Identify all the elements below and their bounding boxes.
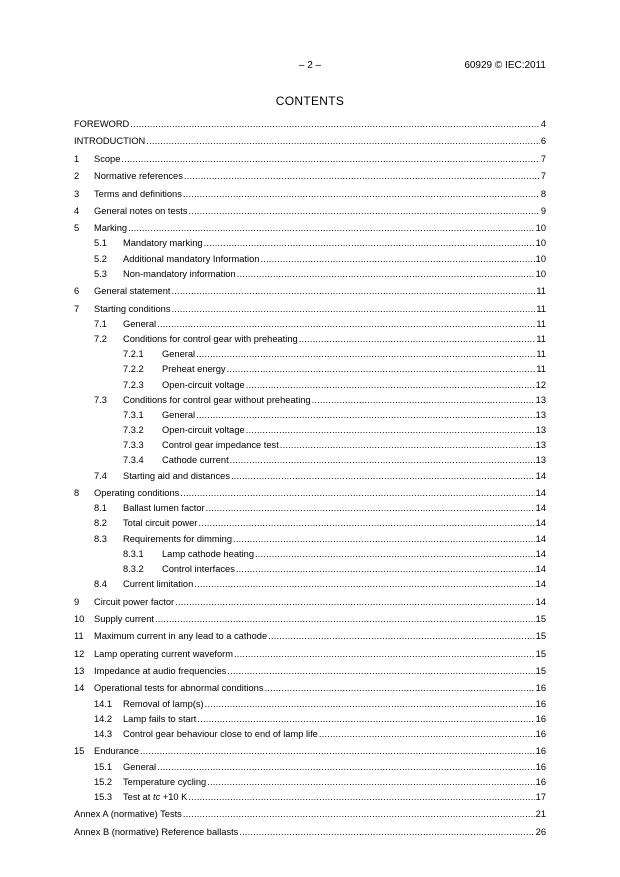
dot-leader xyxy=(233,532,535,547)
toc-entry-title: General notes on tests xyxy=(94,205,188,216)
toc-entry-number: 15 xyxy=(74,746,85,757)
toc-entry[interactable] xyxy=(74,664,546,679)
dot-leader xyxy=(197,712,534,727)
toc-entry-page: 16 xyxy=(535,728,546,739)
toc-entry[interactable] xyxy=(74,647,546,662)
toc-entry-title: Maximum current in any lead to a cathode xyxy=(94,631,268,642)
toc-entry-number: 15.1 xyxy=(94,761,113,772)
toc-entry-page: 14 xyxy=(535,488,546,498)
toc-entry-page: 14 xyxy=(535,596,546,607)
toc-entry-page: 14 xyxy=(535,548,546,559)
toc-entry-page: 13 xyxy=(535,455,546,466)
toc-entry[interactable] xyxy=(74,117,546,132)
dot-leader xyxy=(319,727,535,742)
document-reference: 60929 © IEC:2011 xyxy=(464,60,546,71)
toc-entry-number: 5.3 xyxy=(94,268,107,279)
toc-entry[interactable] xyxy=(74,532,546,547)
toc-entry[interactable] xyxy=(74,453,546,468)
dot-leader xyxy=(207,775,534,790)
toc-entry-page: 10 xyxy=(535,238,546,249)
dot-leader xyxy=(146,134,540,149)
dot-leader xyxy=(140,744,535,759)
toc-entry-title: Lamp operating current waveform xyxy=(94,648,234,659)
toc-entry-number: 14 xyxy=(74,683,85,694)
toc-entry-number: 7.3.3 xyxy=(123,440,144,451)
toc-entry-page: 16 xyxy=(535,761,546,772)
toc-entry[interactable] xyxy=(74,317,546,332)
dot-leader xyxy=(230,453,535,468)
dot-leader xyxy=(246,423,535,438)
toc-entry[interactable] xyxy=(74,362,546,377)
toc-entry-page: 14 xyxy=(535,533,546,544)
toc-entry-title: Control interfaces xyxy=(162,563,235,574)
toc-entry-page: 13 xyxy=(535,425,546,436)
toc-entry-page: 14 xyxy=(535,579,546,590)
dot-leader xyxy=(234,647,535,662)
toc-entry[interactable] xyxy=(74,681,546,696)
dot-leader xyxy=(260,252,534,267)
toc-entry-title: Operational tests for abnormal conditions xyxy=(94,683,264,694)
toc-entry-title: INTRODUCTION xyxy=(74,136,146,147)
dot-leader xyxy=(280,438,535,453)
toc-entry-number: 8.4 xyxy=(94,579,107,590)
dot-leader xyxy=(312,393,535,408)
toc-entry[interactable] xyxy=(74,825,546,840)
toc-entry-number: 1 xyxy=(74,153,80,164)
toc-entry-number: 7.3.4 xyxy=(123,455,144,466)
toc-entry-title: Removal of lamp(s) xyxy=(123,698,204,709)
toc-entry[interactable] xyxy=(74,169,546,184)
toc-entry-page: 7 xyxy=(540,153,546,164)
toc-entry-number: 10 xyxy=(74,613,85,624)
dot-leader xyxy=(194,577,534,592)
toc-entry-page: 15 xyxy=(535,666,546,676)
toc-entry-number: 14.1 xyxy=(94,698,113,709)
dot-leader xyxy=(198,516,534,531)
toc-entry-number: 11 xyxy=(74,631,84,642)
toc-entry[interactable] xyxy=(74,302,546,317)
toc-entry-title: Open-circuit voltage xyxy=(162,425,245,436)
toc-entry-number: 8.1 xyxy=(94,503,107,514)
table-of-contents xyxy=(74,117,546,840)
toc-entry-page: 10 xyxy=(535,223,546,234)
toc-entry[interactable] xyxy=(74,744,546,759)
toc-entry[interactable] xyxy=(74,629,546,644)
dot-leader xyxy=(189,204,540,219)
toc-entry-title: Conditions for control gear with preheating xyxy=(123,333,298,344)
dot-leader xyxy=(204,236,535,251)
toc-entry-title: Endurance xyxy=(94,746,139,757)
dot-leader xyxy=(268,629,535,644)
toc-entry-number: 8.3.1 xyxy=(123,548,144,559)
toc-entry[interactable] xyxy=(74,332,546,347)
toc-entry-number: 7.3 xyxy=(94,394,107,405)
toc-entry[interactable] xyxy=(74,775,546,790)
toc-entry[interactable] xyxy=(74,134,546,149)
dot-leader xyxy=(121,152,539,167)
toc-entry[interactable] xyxy=(74,252,546,267)
toc-entry-page: 15 xyxy=(535,613,546,624)
toc-entry-title: General statement xyxy=(94,286,171,297)
toc-entry-page: 13 xyxy=(535,409,546,420)
toc-entry[interactable] xyxy=(74,712,546,727)
dot-leader xyxy=(227,362,536,377)
toc-entry-number: 3 xyxy=(74,188,80,199)
toc-entry-page: 11 xyxy=(536,303,546,314)
toc-entry-title: Control gear impedance test xyxy=(162,440,279,451)
toc-entry[interactable] xyxy=(74,408,546,423)
toc-title-suffix: +10 K xyxy=(160,791,188,802)
dot-leader xyxy=(183,807,535,822)
toc-entry-title: Normative references xyxy=(94,171,183,182)
toc-entry-title: Control gear behaviour close to end of lamp life xyxy=(123,728,318,739)
toc-entry-page: 10 xyxy=(535,253,546,264)
toc-entry[interactable] xyxy=(74,378,546,393)
dot-leader xyxy=(171,284,535,299)
toc-entry-title: Annex A (normative) Tests xyxy=(74,809,182,820)
toc-entry-page: 11 xyxy=(536,364,546,375)
toc-entry[interactable] xyxy=(74,577,546,592)
toc-entry[interactable] xyxy=(74,187,546,202)
dot-leader xyxy=(157,760,535,775)
toc-entry-page: 13 xyxy=(535,394,546,405)
toc-entry-page: 16 xyxy=(535,713,546,724)
toc-entry-number: 8 xyxy=(74,488,80,498)
toc-entry-title: Total circuit power xyxy=(123,518,198,529)
toc-entry-number: 15.3 xyxy=(94,791,113,802)
toc-entry-title: Additional mandatory Information xyxy=(123,253,260,264)
toc-entry-number: 4 xyxy=(74,205,80,216)
toc-entry-title: Annex B (normative) Reference ballasts xyxy=(74,826,239,837)
toc-entry-page: 8 xyxy=(540,188,546,199)
contents-title: CONTENTS xyxy=(275,94,345,108)
dot-leader xyxy=(184,169,540,184)
toc-entry[interactable] xyxy=(74,221,546,236)
dot-leader xyxy=(180,486,534,501)
toc-entry[interactable] xyxy=(74,469,546,484)
toc-entry-page: 16 xyxy=(535,683,546,694)
dot-leader xyxy=(265,681,535,696)
dot-leader xyxy=(255,547,535,562)
toc-entry-number: 7.2 xyxy=(94,333,107,344)
toc-entry[interactable] xyxy=(74,760,546,775)
toc-entry-number: 7.2.1 xyxy=(123,349,144,360)
toc-entry[interactable] xyxy=(74,727,546,742)
dot-leader xyxy=(206,501,535,516)
toc-entry-page: 4 xyxy=(540,119,546,129)
dot-leader xyxy=(299,332,536,347)
toc-entry-title: Supply current xyxy=(94,613,154,624)
toc-entry-number: 7.3.2 xyxy=(123,425,144,436)
dot-leader xyxy=(239,825,534,840)
dot-leader xyxy=(188,790,534,805)
toc-entry-title: Marking xyxy=(94,223,128,234)
dot-leader xyxy=(175,595,535,610)
dot-leader xyxy=(231,469,535,484)
dot-leader xyxy=(128,221,535,236)
toc-entry-number: 7.3.1 xyxy=(123,409,144,420)
toc-entry-page: 12 xyxy=(535,379,546,390)
toc-entry-number: 6 xyxy=(74,286,80,297)
toc-entry-title: Lamp cathode heating xyxy=(162,548,255,559)
toc-entry-title: Impedance at audio frequencies xyxy=(94,666,227,676)
toc-entry-page: 14 xyxy=(535,470,546,481)
toc-entry-title: Open-circuit voltage xyxy=(162,379,245,390)
toc-entry-number: 7 xyxy=(74,303,80,314)
dot-leader xyxy=(237,267,535,282)
toc-entry-number: 13 xyxy=(74,666,85,676)
toc-entry[interactable] xyxy=(74,204,546,219)
toc-entry-page: 6 xyxy=(540,136,546,147)
dot-leader xyxy=(130,117,540,132)
toc-entry-title: Ballast lumen factor xyxy=(123,503,205,514)
toc-entry[interactable] xyxy=(74,438,546,453)
toc-entry-title: Non-mandatory information xyxy=(123,268,236,279)
toc-entry-page: 13 xyxy=(535,440,546,451)
toc-entry-title: Terms and definitions xyxy=(94,188,182,199)
toc-entry-title: Current limitation xyxy=(123,579,194,590)
toc-entry-page: 16 xyxy=(535,776,546,787)
toc-entry-title: Preheat energy xyxy=(162,364,226,375)
dot-leader xyxy=(183,187,540,202)
toc-entry-title: Starting conditions xyxy=(94,303,171,314)
toc-entry-title: Requirements for dimming xyxy=(123,533,233,544)
dot-leader xyxy=(246,378,535,393)
toc-entry[interactable] xyxy=(74,790,546,805)
dot-leader xyxy=(236,562,535,577)
toc-entry-title: General xyxy=(123,761,157,772)
toc-entry-page: 14 xyxy=(535,563,546,574)
toc-entry-number: 12 xyxy=(74,648,85,659)
toc-entry[interactable] xyxy=(74,267,546,282)
toc-entry-page: 10 xyxy=(535,268,546,279)
toc-entry-number: 14.3 xyxy=(94,728,113,739)
dot-leader xyxy=(227,664,534,679)
toc-entry[interactable] xyxy=(74,562,546,577)
toc-entry-page: 11 xyxy=(536,318,546,329)
toc-entry-page: 7 xyxy=(540,171,546,182)
toc-entry-number: 5.1 xyxy=(94,238,107,249)
toc-entry-page: 16 xyxy=(535,746,546,757)
toc-entry-number: 9 xyxy=(74,596,80,607)
toc-entry-number: 8.3 xyxy=(94,533,107,544)
toc-entry[interactable] xyxy=(74,595,546,610)
toc-entry-number: 15.2 xyxy=(94,776,113,787)
dot-leader xyxy=(196,347,535,362)
toc-entry-number: 5.2 xyxy=(94,253,107,264)
dot-leader xyxy=(172,302,536,317)
toc-entry-title: Cathode current xyxy=(162,455,229,466)
toc-entry-page: 21 xyxy=(535,809,546,820)
toc-entry[interactable] xyxy=(74,393,546,408)
toc-entry-title: General xyxy=(162,409,196,420)
toc-entry[interactable] xyxy=(74,807,546,822)
toc-entry-title: Starting aid and distances xyxy=(123,470,230,481)
toc-entry[interactable] xyxy=(74,697,546,712)
toc-entry-number: 7.1 xyxy=(94,318,107,329)
toc-entry[interactable] xyxy=(74,284,546,299)
toc-entry-page: 15 xyxy=(535,648,546,659)
toc-entry-page: 9 xyxy=(540,205,546,216)
toc-entry-page: 17 xyxy=(535,791,546,802)
toc-entry-title: Circuit power factor xyxy=(94,596,175,607)
dot-leader xyxy=(155,612,535,627)
toc-entry-page: 11 xyxy=(536,333,546,344)
toc-entry-page: 11 xyxy=(536,349,546,360)
toc-entry-number: 7.2.2 xyxy=(123,364,144,375)
dot-leader xyxy=(196,408,535,423)
dot-leader xyxy=(157,317,535,332)
toc-entry-number: 7.2.3 xyxy=(123,379,144,390)
toc-entry-title: Scope xyxy=(94,153,121,164)
toc-entry[interactable] xyxy=(74,423,546,438)
toc-entry-page: 26 xyxy=(535,826,546,837)
toc-entry[interactable] xyxy=(74,612,546,627)
toc-entry-title xyxy=(123,790,188,805)
toc-entry[interactable] xyxy=(74,516,546,531)
toc-title-italic: tc xyxy=(152,791,161,802)
toc-entry-page: 14 xyxy=(535,503,546,514)
toc-entry-title: Conditions for control gear without preheating xyxy=(123,394,311,405)
page-number: – 2 – xyxy=(298,60,322,71)
toc-entry-number: 2 xyxy=(74,171,80,182)
toc-entry-number: 8.3.2 xyxy=(123,563,144,574)
toc-entry[interactable] xyxy=(74,486,546,501)
toc-entry-title: Temperature cycling xyxy=(123,776,207,787)
toc-entry-title: General xyxy=(123,318,157,329)
toc-entry-page: 11 xyxy=(536,286,546,297)
toc-entry-title: Mandatory marking xyxy=(123,238,203,249)
toc-entry-title: Operating conditions xyxy=(94,488,180,498)
toc-entry[interactable] xyxy=(74,547,546,562)
toc-entry[interactable] xyxy=(74,236,546,251)
dot-leader xyxy=(205,697,535,712)
toc-entry-title: General xyxy=(162,349,196,360)
toc-entry[interactable] xyxy=(74,347,546,362)
toc-entry-title: FOREWORD xyxy=(74,119,130,129)
toc-entry-number: 7.4 xyxy=(94,470,107,481)
toc-entry-page: 15 xyxy=(535,631,546,642)
toc-entry[interactable] xyxy=(74,152,546,167)
toc-entry-number: 8.2 xyxy=(94,518,107,529)
toc-entry-title: Lamp fails to start xyxy=(123,713,197,724)
toc-entry[interactable] xyxy=(74,501,546,516)
toc-entry-page: 16 xyxy=(535,698,546,709)
toc-entry-number: 14.2 xyxy=(94,713,113,724)
toc-entry-number: 5 xyxy=(74,223,80,234)
toc-entry-page: 14 xyxy=(535,518,546,529)
toc-title-prefix: Test at xyxy=(123,791,153,802)
